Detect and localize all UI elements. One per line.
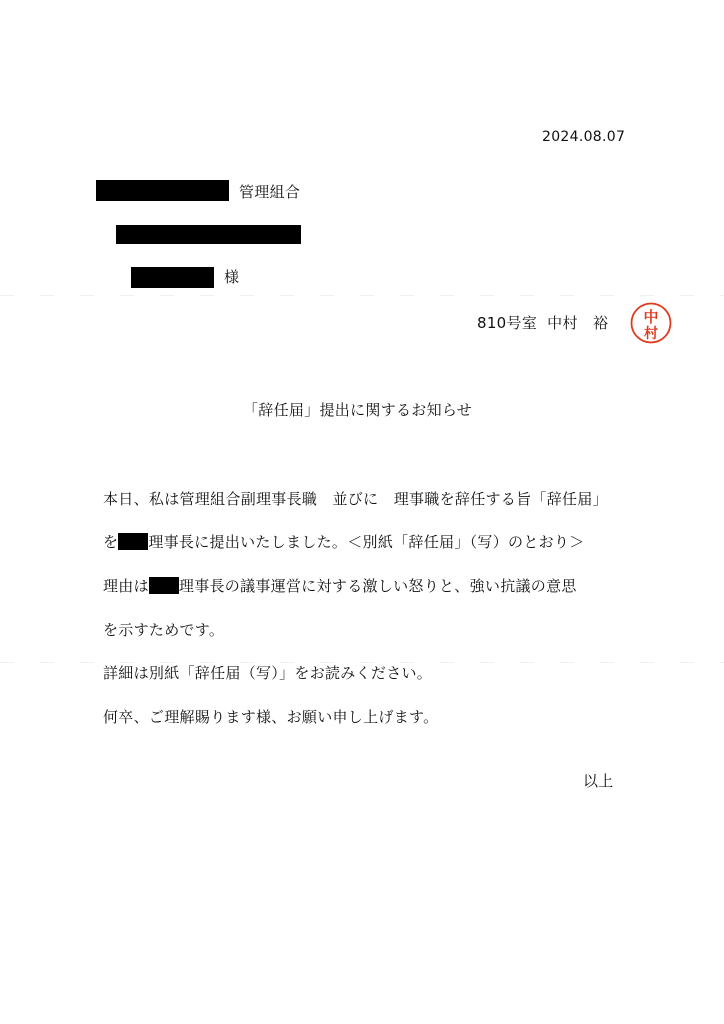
redaction-block-recipient-org bbox=[96, 180, 229, 201]
body-line-3 bbox=[103, 576, 577, 596]
body-line-2-prefix: を bbox=[103, 533, 119, 551]
seal-char-top: 中 bbox=[643, 308, 659, 326]
recipient-org-suffix: 管理組合 bbox=[239, 183, 301, 201]
document-title: 「辞任届」提出に関するお知らせ bbox=[243, 401, 473, 419]
scan-artifact-line bbox=[0, 295, 724, 296]
body-line-1: 本日、私は管理組合副理事長職 並びに 理事職を辞任する旨「辞任届」 bbox=[103, 490, 608, 508]
personal-seal-stamp bbox=[629, 301, 673, 345]
body-line-2 bbox=[103, 532, 585, 552]
redaction-block-recipient-name bbox=[131, 267, 214, 288]
redaction-block-recipient-line bbox=[116, 225, 301, 244]
body-line-2-suffix: 理事長に提出いたしました。＜別紙「辞任届」（写）のとおり＞ bbox=[148, 533, 585, 551]
document-date: 2024.08.07 bbox=[542, 129, 626, 145]
body-line-3-prefix: 理由は bbox=[103, 577, 149, 595]
body-line-3-suffix: 理事長の議事運営に対する激しい怒りと、強い抗議の意思 bbox=[178, 577, 577, 595]
body-line-4: を示すためです。 bbox=[103, 621, 225, 639]
seal-char-bottom: 村 bbox=[644, 326, 658, 342]
recipient-honorific: 様 bbox=[224, 268, 240, 286]
closing-remark: 以上 bbox=[583, 772, 614, 790]
sender-line bbox=[477, 313, 618, 333]
body-line-5: 詳細は別紙「辞任届（写）」をお読みください。 bbox=[103, 664, 433, 682]
redaction-block-inline bbox=[118, 533, 148, 550]
redaction-block-inline bbox=[149, 577, 179, 594]
sender-name: 中村 裕 bbox=[547, 314, 609, 332]
body-line-6: 何卒、ご理解賜ります様、お願い申し上げます。 bbox=[103, 708, 439, 726]
sender-room: 810号室 bbox=[477, 314, 538, 332]
